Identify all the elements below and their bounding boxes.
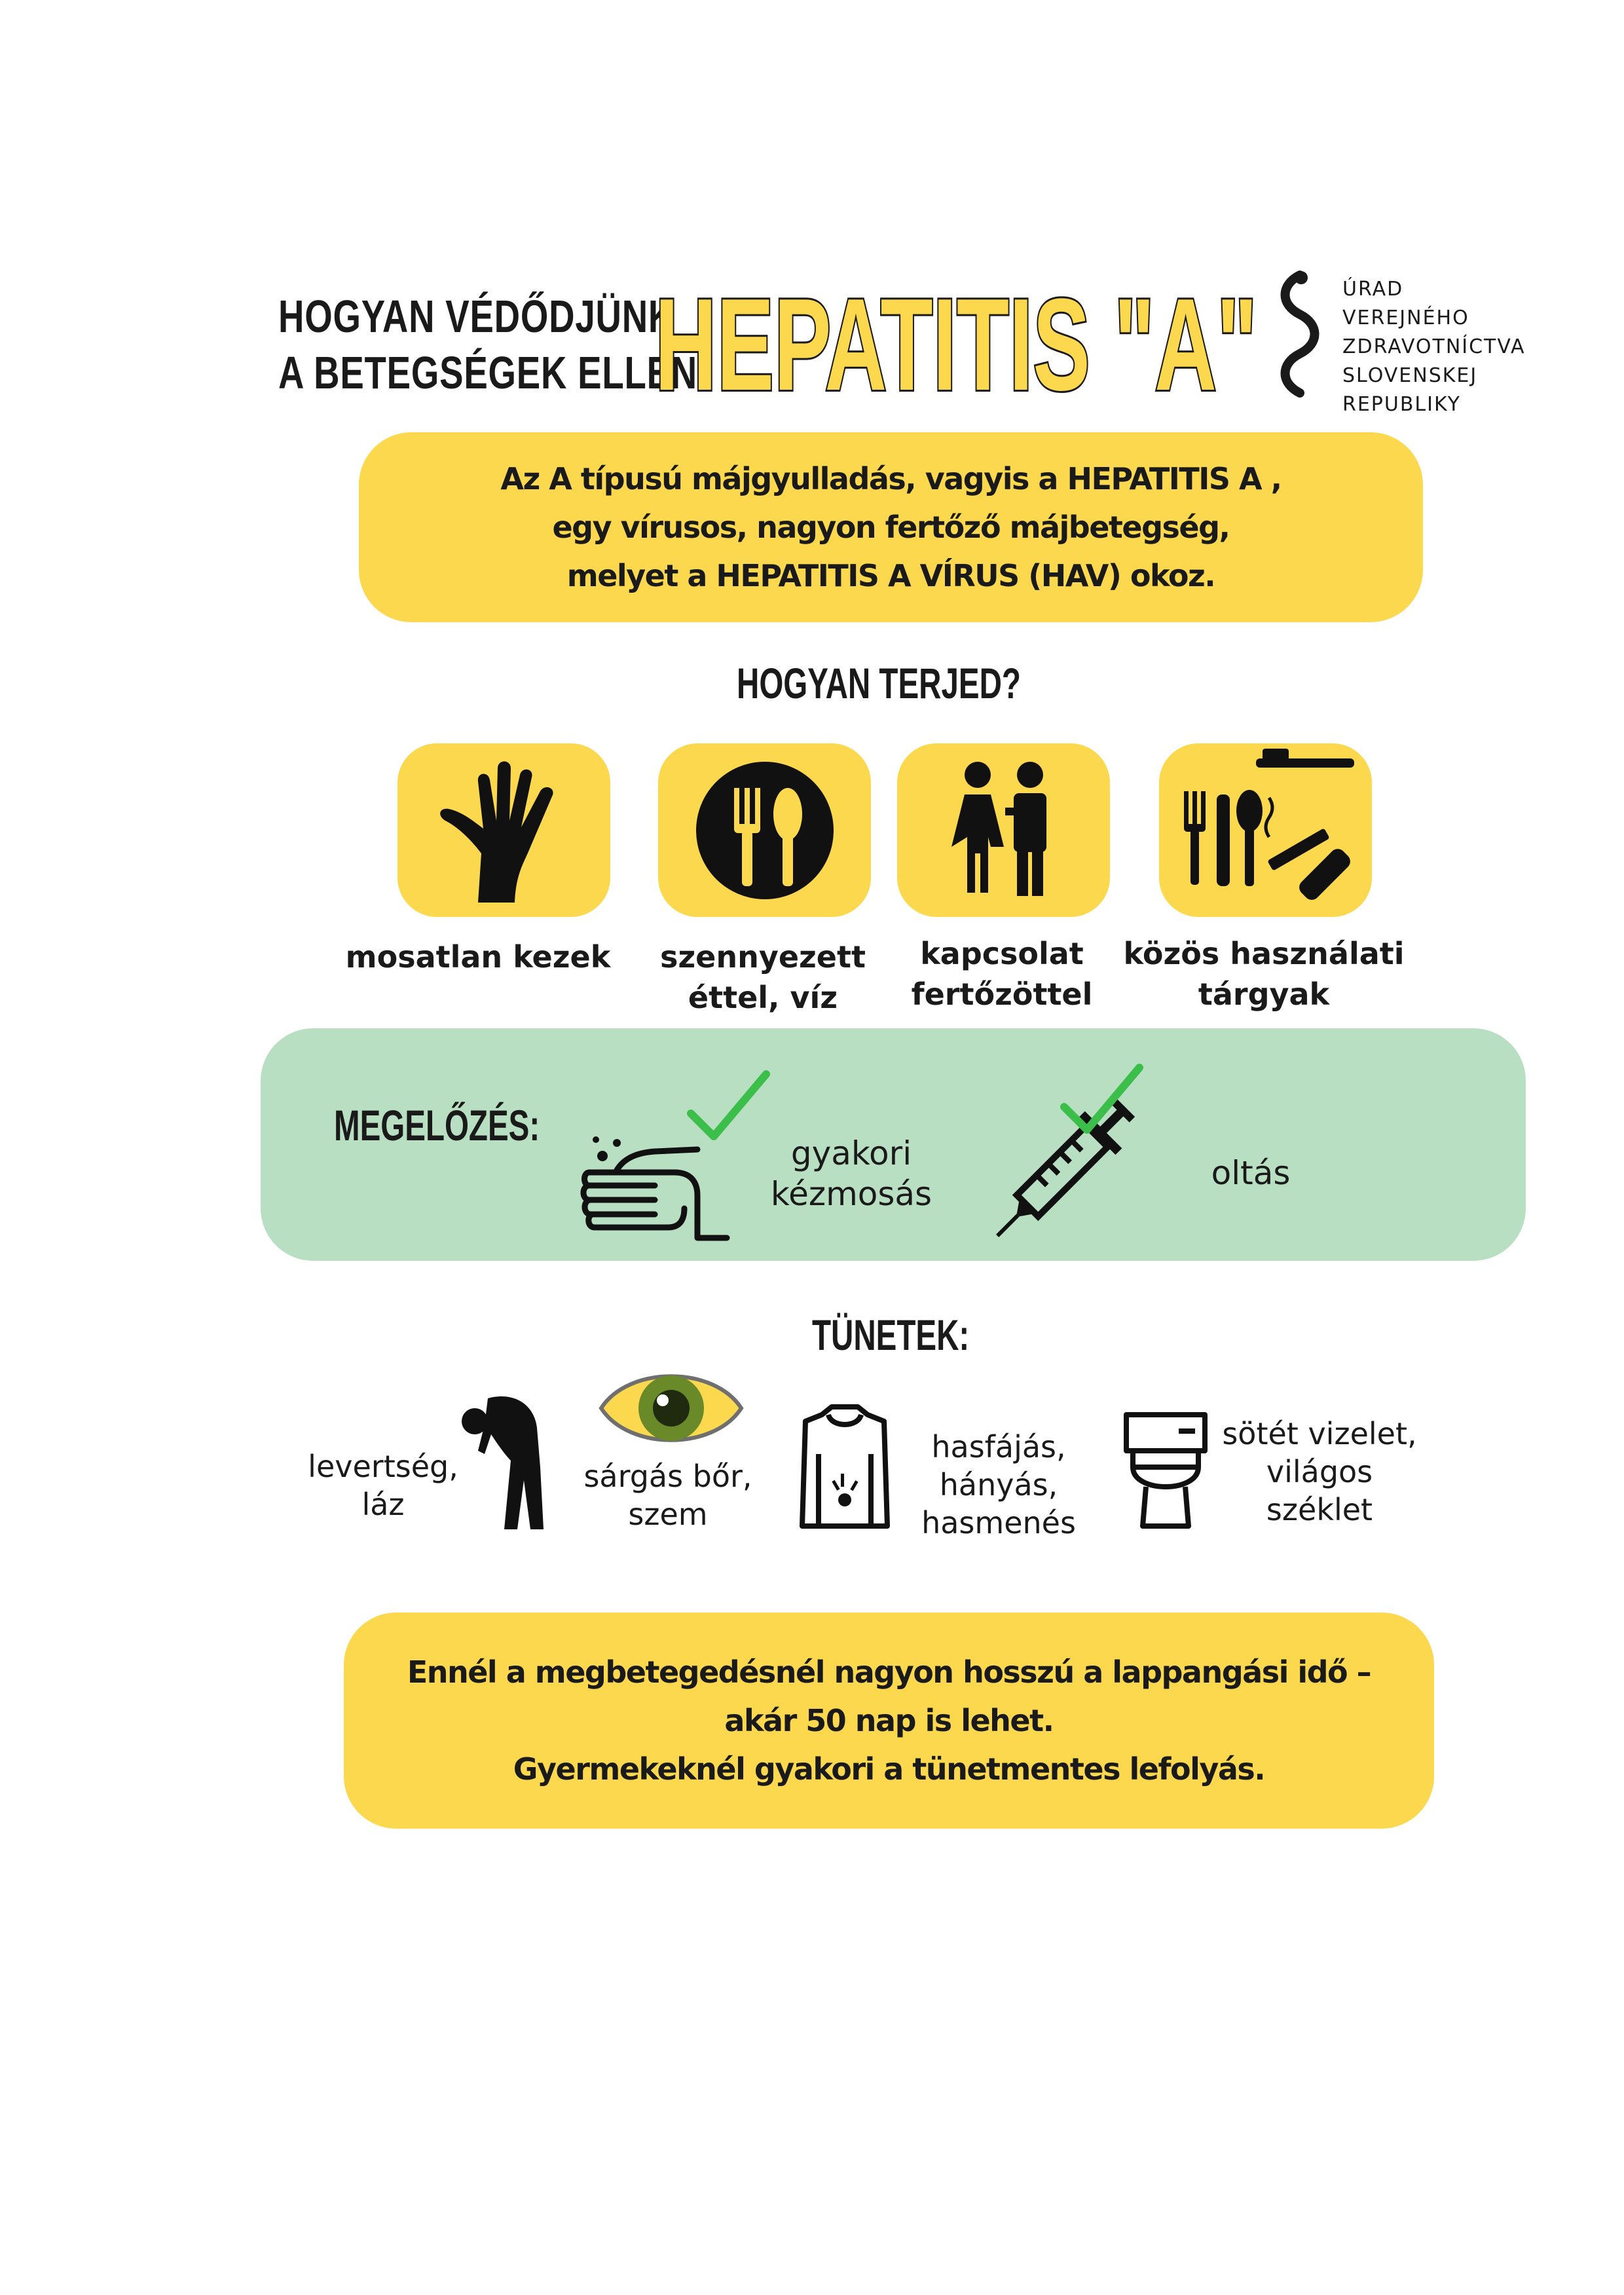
tile-hands [397,743,610,917]
org-name [1342,275,1526,419]
caption-line: fertőzöttel [911,977,1093,1012]
caption-line: közös használati [1123,936,1405,971]
symptom-line: hasmenés [921,1505,1076,1540]
transmission-title: HOGYAN TERJED? [737,659,1021,707]
symptom-line: világos [1266,1454,1373,1489]
tile-contact [897,743,1110,917]
plate-cutlery-icon [690,755,840,906]
hepatitis-title-text: HEPATITIS "A" [655,278,1257,409]
symptom-abdomen-label [913,1428,1084,1542]
shared-objects-icon [1164,745,1367,916]
symptom-line: levertség, [308,1449,458,1484]
prevention-title: MEGELŐZÉS: [334,1101,540,1149]
caption-line: tárgyak [1198,977,1330,1012]
couple-icon [932,755,1076,906]
handwash-label [740,1133,963,1214]
note-line: akár 50 nap is lehet. [724,1703,1054,1738]
symptom-jaundice-label [570,1457,766,1533]
symptom-line: sötét vizelet, [1222,1416,1417,1451]
symptoms-title: TÜNETEK: [812,1311,970,1359]
vaccination-label: oltás [1211,1154,1291,1192]
header-line-1: HOGYAN VÉDŐDJÜNK [278,291,675,342]
symptom-fatigue-label [304,1447,462,1523]
tile-food [658,743,871,917]
note-line: Ennél a megbetegedésnél nagyon hosszú a lappangási idő – [407,1654,1371,1690]
serpent-logo-icon [1274,269,1326,409]
hand-icon [432,755,576,906]
org-line: ÚRAD [1342,278,1404,301]
org-line: ZDRAVOTNÍCTVA [1342,335,1526,358]
note-line: Gyermekeknél gyakori a tünetmentes lefolyás. [513,1751,1265,1787]
exhausted-person-icon [452,1382,557,1533]
caption-line: kapcsolat [920,936,1084,971]
symptom-line: hasfájás, [931,1429,1066,1465]
incubation-note-box [344,1613,1434,1829]
symptom-line: sárgás bőr, [583,1459,752,1494]
toilet-icon [1120,1408,1211,1533]
symptom-line: láz [361,1487,405,1522]
org-line: REPUBLIKY [1342,393,1461,416]
caption-objects [1094,933,1434,1015]
abdomen-icon [792,1402,897,1533]
symptom-line: széklet [1266,1492,1373,1527]
caption-line: mosatlan kezek [345,939,611,975]
intro-line: egy vírusos, nagyon fertőző májbetegség, [552,510,1230,545]
handwash-line: kézmosás [770,1175,932,1213]
intro-line: Az A típusú májgyulladás, vagyis a HEPATITIS A , [500,461,1282,496]
intro-box [359,432,1423,622]
org-line: VEREJNÉHO [1342,307,1469,329]
symptom-line: szem [628,1497,708,1532]
header-subtitle [278,288,697,401]
caption-line: szennyezett [660,939,866,975]
hepatitis-title [655,278,1283,409]
org-line: SLOVENSKEJ [1342,364,1478,387]
caption-line: éttel, víz [688,980,838,1015]
tile-objects [1159,743,1372,917]
header-line-2: A BETEGSÉGEK ELLEN [278,347,698,398]
intro-line: melyet a HEPATITIS A VÍRUS (HAV) okoz. [566,558,1215,593]
handwash-line: gyakori [790,1134,912,1172]
symptom-line: hányás, [939,1467,1058,1502]
check-icon [1054,1061,1146,1140]
symptom-urine-label [1211,1415,1428,1529]
eye-icon [596,1362,747,1454]
